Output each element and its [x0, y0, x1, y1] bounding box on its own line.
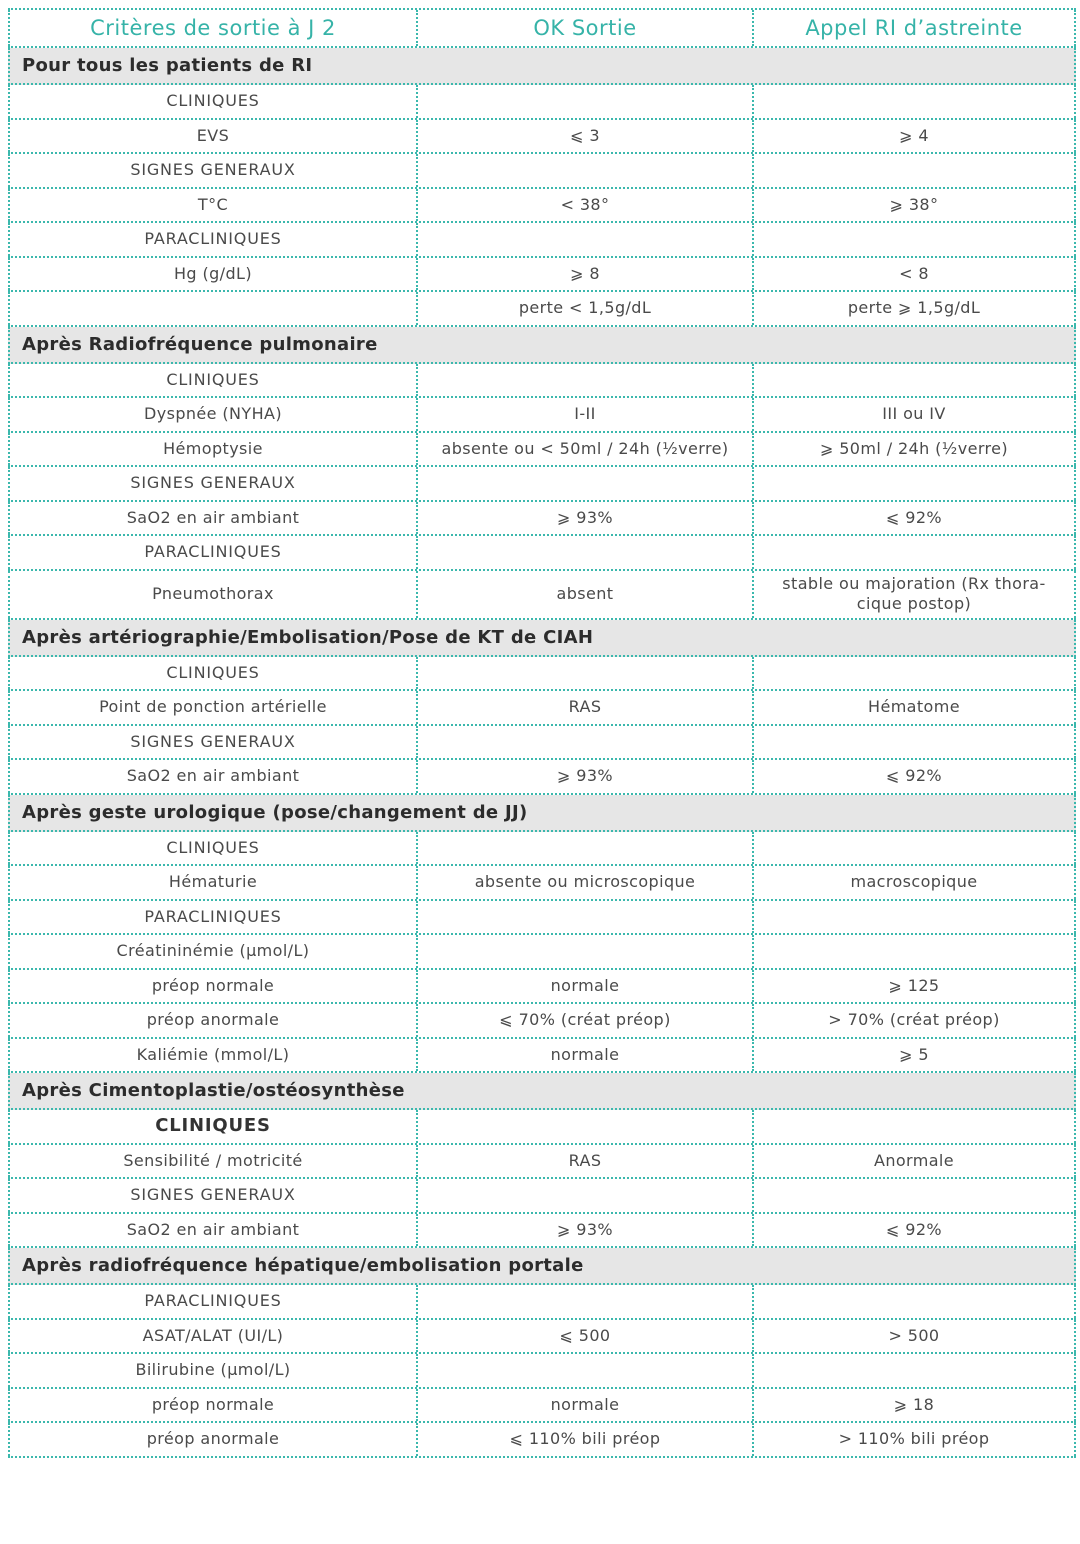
- table-row: [8, 571, 1076, 620]
- ok-sortie-cell: absente ou < 50ml / 24h (½verre): [416, 433, 752, 466]
- ok-sortie-cell: absente ou microscopique: [416, 866, 752, 899]
- appel-ri-cell: ⩾ 50ml / 24h (½verre): [752, 433, 1076, 466]
- ok-sortie-cell: [416, 154, 752, 187]
- appel-ri-cell: [752, 154, 1076, 187]
- ok-sortie-cell: [416, 657, 752, 690]
- ok-sortie-cell: ⩾ 8: [416, 258, 752, 291]
- appel-ri-cell: perte ⩾ 1,5g/dL: [752, 292, 1076, 325]
- header-criteria: Critères de sortie à J 2: [8, 10, 416, 46]
- ok-sortie-cell: ⩽ 70% (créat préop): [416, 1004, 752, 1037]
- table-row: [8, 726, 1076, 761]
- appel-ri-cell: [752, 1179, 1076, 1212]
- criterion-cell: CLINIQUES: [8, 832, 416, 865]
- table-row: [8, 536, 1076, 571]
- criterion-cell: SIGNES GENERAUX: [8, 154, 416, 187]
- section-title: Après artériographie/Embolisation/Pose de KT de CIAH: [8, 620, 1076, 657]
- appel-ri-cell: [752, 1110, 1076, 1143]
- ok-sortie-cell: [416, 901, 752, 934]
- ok-sortie-cell: ⩽ 500: [416, 1320, 752, 1353]
- criterion-cell: PARACLINIQUES: [8, 223, 416, 256]
- table-row: [8, 258, 1076, 293]
- criterion-cell: SaO2 en air ambiant: [8, 1214, 416, 1247]
- appel-ri-cell: > 70% (créat préop): [752, 1004, 1076, 1037]
- table-row: [8, 292, 1076, 327]
- criterion-cell: Pneumothorax: [8, 571, 416, 618]
- criterion-cell: PARACLINIQUES: [8, 1285, 416, 1318]
- ok-sortie-cell: [416, 1354, 752, 1387]
- criterion-cell: SaO2 en air ambiant: [8, 760, 416, 793]
- table-row: [8, 1354, 1076, 1389]
- table-row: [8, 691, 1076, 726]
- ok-sortie-cell: ⩾ 93%: [416, 760, 752, 793]
- table-row: [8, 1179, 1076, 1214]
- ok-sortie-cell: [416, 1110, 752, 1143]
- appel-ri-cell: [752, 726, 1076, 759]
- criterion-cell: Sensibilité / motricité: [8, 1145, 416, 1178]
- ok-sortie-cell: ⩽ 110% bili préop: [416, 1423, 752, 1456]
- ok-sortie-cell: < 38°: [416, 189, 752, 222]
- appel-ri-cell: [752, 364, 1076, 397]
- table-row: [8, 1039, 1076, 1074]
- appel-ri-cell: ⩽ 92%: [752, 1214, 1076, 1247]
- criterion-cell: PARACLINIQUES: [8, 536, 416, 569]
- table-row: [8, 970, 1076, 1005]
- appel-ri-cell: III ou IV: [752, 398, 1076, 431]
- ok-sortie-cell: ⩽ 3: [416, 120, 752, 153]
- table-row: [8, 832, 1076, 867]
- appel-ri-cell: [752, 657, 1076, 690]
- table-row: [8, 189, 1076, 224]
- table-row: [8, 223, 1076, 258]
- ok-sortie-cell: ⩾ 93%: [416, 502, 752, 535]
- criterion-cell: ASAT/ALAT (UI/L): [8, 1320, 416, 1353]
- criterion-cell: Dyspnée (NYHA): [8, 398, 416, 431]
- criterion-cell: PARACLINIQUES: [8, 901, 416, 934]
- table-row: [8, 364, 1076, 399]
- criterion-cell: SIGNES GENERAUX: [8, 1179, 416, 1212]
- criterion-cell: SIGNES GENERAUX: [8, 467, 416, 500]
- criterion-cell: [8, 292, 416, 325]
- criterion-cell: Point de ponction artérielle: [8, 691, 416, 724]
- appel-ri-cell: stable ou majoration (Rx thora-cique postop): [752, 571, 1076, 618]
- table-header-row: [8, 10, 1076, 48]
- criterion-cell: Hématurie: [8, 866, 416, 899]
- appel-ri-cell: > 500: [752, 1320, 1076, 1353]
- table-row: [8, 1110, 1076, 1145]
- table-row: [8, 657, 1076, 692]
- criterion-cell: préop anormale: [8, 1423, 416, 1456]
- appel-ri-cell: [752, 536, 1076, 569]
- appel-ri-cell: macroscopique: [752, 866, 1076, 899]
- appel-ri-cell: [752, 935, 1076, 968]
- ok-sortie-cell: [416, 85, 752, 118]
- appel-ri-cell: [752, 832, 1076, 865]
- criteria-table: [8, 8, 1076, 1458]
- criterion-cell: Hémoptysie: [8, 433, 416, 466]
- criterion-cell: EVS: [8, 120, 416, 153]
- ok-sortie-cell: [416, 467, 752, 500]
- criterion-cell: Bilirubine (µmol/L): [8, 1354, 416, 1387]
- table-row: [8, 85, 1076, 120]
- ok-sortie-cell: [416, 1179, 752, 1212]
- criterion-cell: préop normale: [8, 1389, 416, 1422]
- criterion-cell: CLINIQUES: [8, 364, 416, 397]
- criterion-cell: T°C: [8, 189, 416, 222]
- table-row: [8, 1004, 1076, 1039]
- criterion-cell: préop normale: [8, 970, 416, 1003]
- appel-ri-cell: ⩾ 38°: [752, 189, 1076, 222]
- criterion-cell: Créatininémie (µmol/L): [8, 935, 416, 968]
- section-title: Après radiofréquence hépatique/embolisation portale: [8, 1248, 1076, 1285]
- criterion-cell: CLINIQUES: [8, 85, 416, 118]
- appel-ri-cell: [752, 467, 1076, 500]
- ok-sortie-cell: RAS: [416, 691, 752, 724]
- appel-ri-cell: Hématome: [752, 691, 1076, 724]
- appel-ri-cell: [752, 1285, 1076, 1318]
- table-row: [8, 120, 1076, 155]
- ok-sortie-cell: normale: [416, 1039, 752, 1072]
- appel-ri-cell: [752, 85, 1076, 118]
- table-row: [8, 1214, 1076, 1249]
- appel-ri-cell: [752, 1354, 1076, 1387]
- ok-sortie-cell: I-II: [416, 398, 752, 431]
- ok-sortie-cell: [416, 364, 752, 397]
- table-row: [8, 1423, 1076, 1458]
- ok-sortie-cell: [416, 1285, 752, 1318]
- table-row: [8, 1389, 1076, 1424]
- header-appel-ri: Appel RI d’astreinte: [752, 10, 1076, 46]
- ok-sortie-cell: normale: [416, 970, 752, 1003]
- appel-ri-cell: Anormale: [752, 1145, 1076, 1178]
- criterion-cell: CLINIQUES: [8, 1110, 416, 1143]
- table-row: [8, 1145, 1076, 1180]
- table-row: [8, 398, 1076, 433]
- table-row: [8, 154, 1076, 189]
- appel-ri-cell: < 8: [752, 258, 1076, 291]
- ok-sortie-cell: perte < 1,5g/dL: [416, 292, 752, 325]
- ok-sortie-cell: [416, 832, 752, 865]
- appel-ri-cell: ⩽ 92%: [752, 502, 1076, 535]
- table-row: [8, 467, 1076, 502]
- criterion-cell: Kaliémie (mmol/L): [8, 1039, 416, 1072]
- section-title: Après geste urologique (pose/changement de JJ): [8, 795, 1076, 832]
- ok-sortie-cell: normale: [416, 1389, 752, 1422]
- criterion-cell: préop anormale: [8, 1004, 416, 1037]
- table-row: [8, 1320, 1076, 1355]
- section-title: Pour tous les patients de RI: [8, 48, 1076, 85]
- table-row: [8, 433, 1076, 468]
- appel-ri-cell: ⩾ 125: [752, 970, 1076, 1003]
- table-row: [8, 901, 1076, 936]
- table-row: [8, 760, 1076, 795]
- ok-sortie-cell: [416, 935, 752, 968]
- criterion-cell: CLINIQUES: [8, 657, 416, 690]
- section-title: Après Radiofréquence pulmonaire: [8, 327, 1076, 364]
- section-title: Après Cimentoplastie/ostéosynthèse: [8, 1073, 1076, 1110]
- ok-sortie-cell: [416, 726, 752, 759]
- appel-ri-cell: ⩽ 92%: [752, 760, 1076, 793]
- criterion-cell: SIGNES GENERAUX: [8, 726, 416, 759]
- appel-ri-cell: ⩾ 18: [752, 1389, 1076, 1422]
- ok-sortie-cell: ⩾ 93%: [416, 1214, 752, 1247]
- table-body: [8, 48, 1076, 1458]
- appel-ri-cell: ⩾ 4: [752, 120, 1076, 153]
- ok-sortie-cell: [416, 536, 752, 569]
- table-row: [8, 1285, 1076, 1320]
- appel-ri-cell: > 110% bili préop: [752, 1423, 1076, 1456]
- appel-ri-cell: [752, 901, 1076, 934]
- criterion-cell: Hg (g/dL): [8, 258, 416, 291]
- table-row: [8, 502, 1076, 537]
- table-row: [8, 935, 1076, 970]
- appel-ri-cell: [752, 223, 1076, 256]
- header-ok-sortie: OK Sortie: [416, 10, 752, 46]
- ok-sortie-cell: RAS: [416, 1145, 752, 1178]
- ok-sortie-cell: [416, 223, 752, 256]
- table-row: [8, 866, 1076, 901]
- ok-sortie-cell: absent: [416, 571, 752, 618]
- appel-ri-cell: ⩾ 5: [752, 1039, 1076, 1072]
- criterion-cell: SaO2 en air ambiant: [8, 502, 416, 535]
